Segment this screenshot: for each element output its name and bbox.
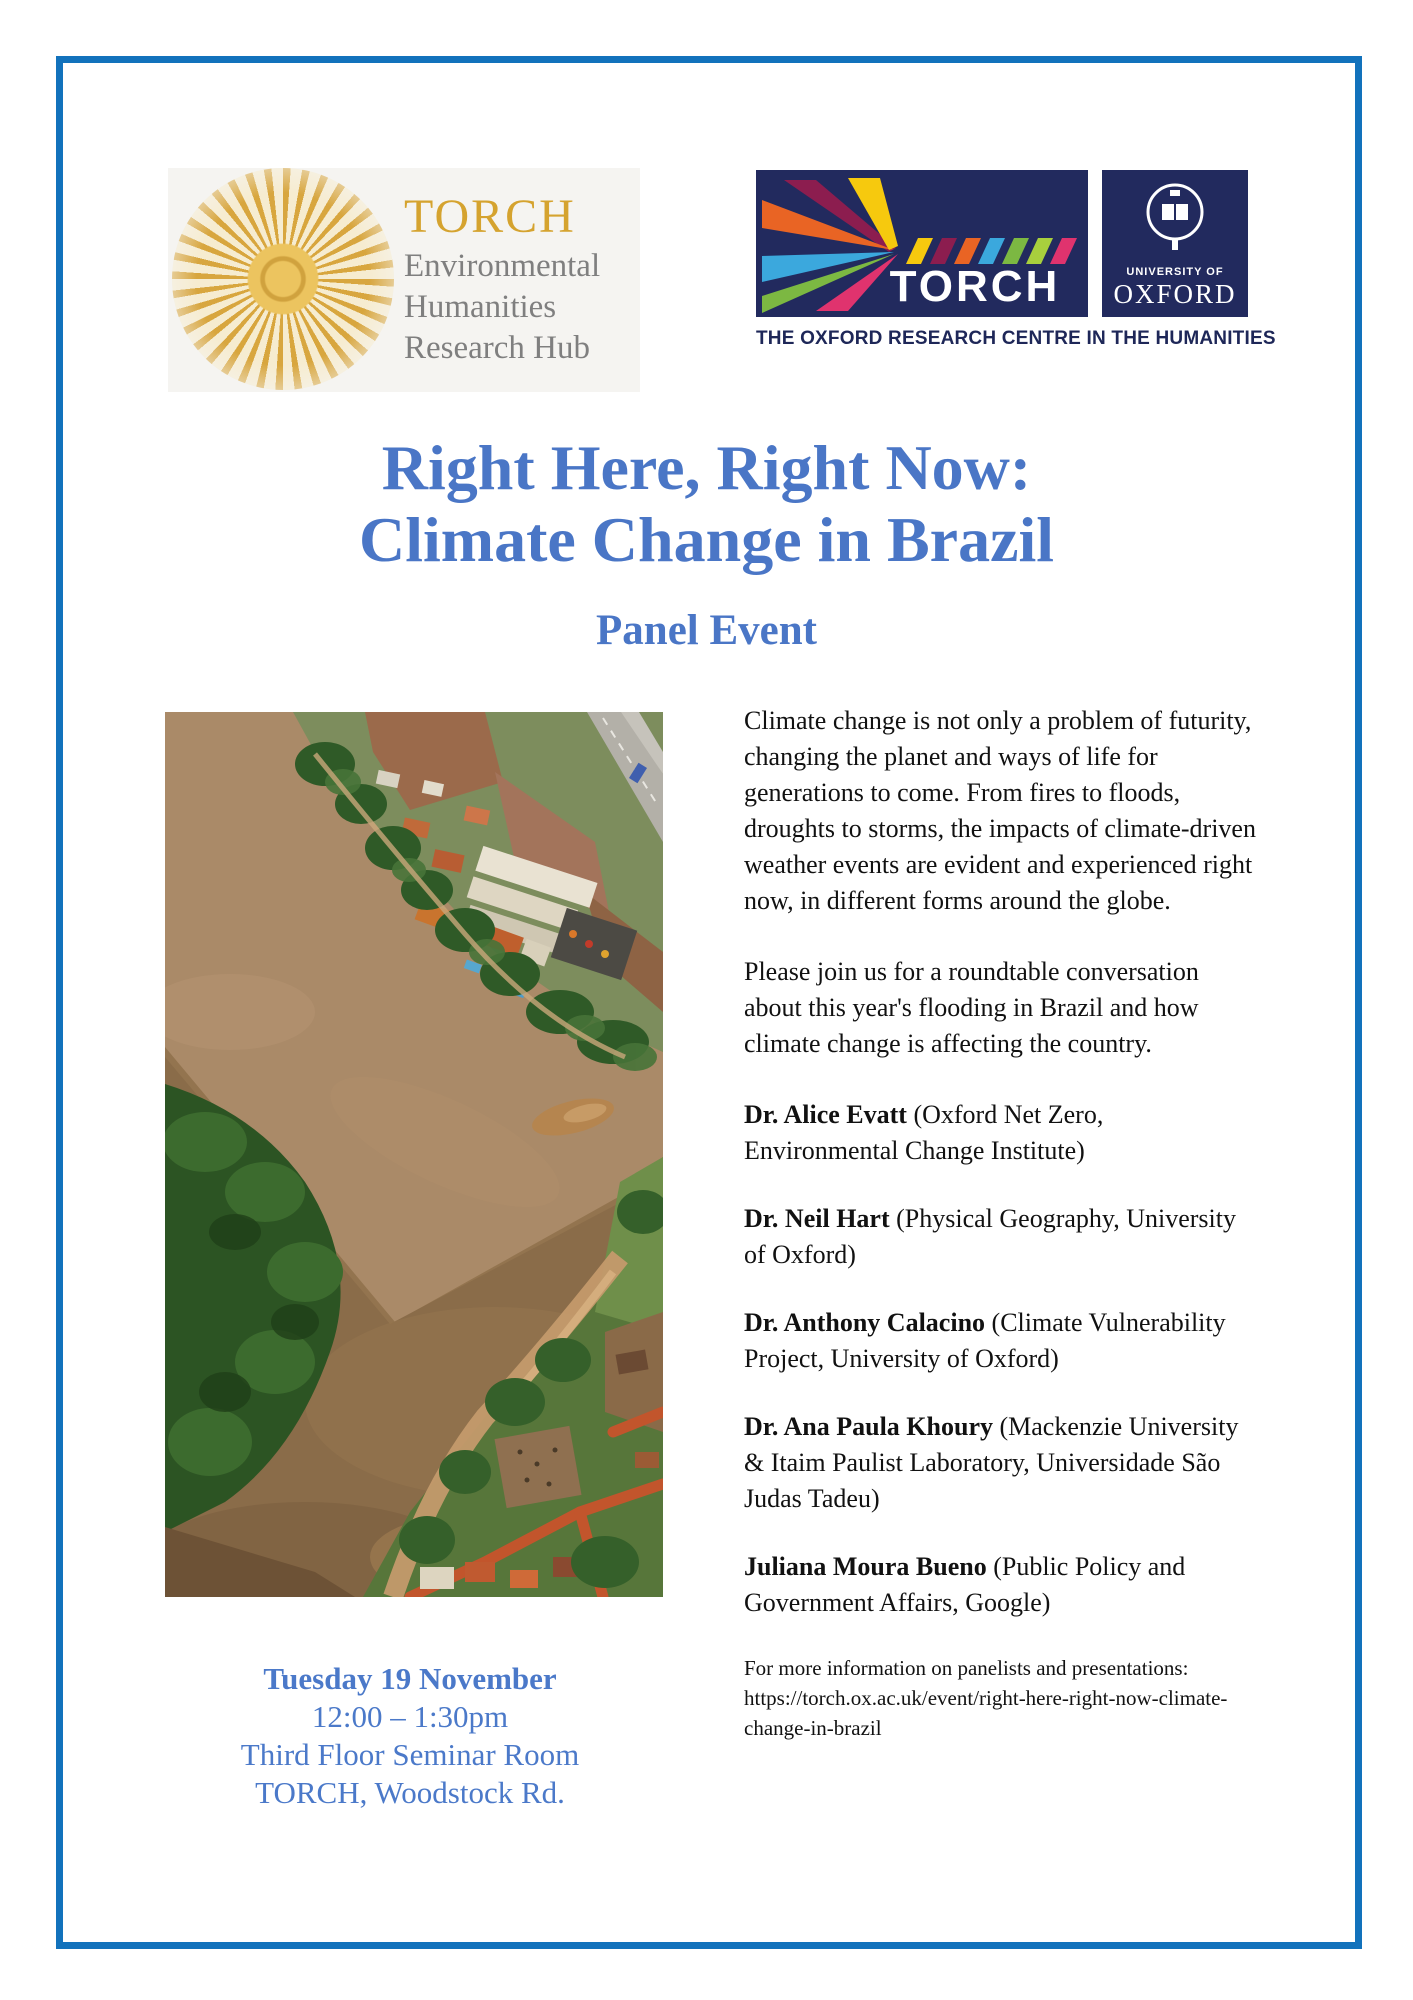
sunflower-icon [172, 168, 394, 390]
more-info-text: For more information on panelists and presentations: https://torch.ox.ac.uk/event/right-here-right-now-climate-change-in-brazil [744, 1656, 1228, 1740]
panelist-name: Dr. Anthony Calacino [744, 1308, 986, 1337]
panelist-khoury [744, 1409, 1258, 1517]
event-date: Tuesday 19 November [263, 1661, 557, 1696]
oxford-logo [1102, 170, 1248, 317]
panelist-name: Dr. Ana Paula Khoury [744, 1412, 993, 1441]
panelist-hart [744, 1201, 1258, 1273]
torch-tagline: THE OXFORD RESEARCH CENTRE IN THE HUMANITIES [756, 328, 1276, 349]
oxford-line1: UNIVERSITY OF [1126, 266, 1224, 278]
hub-logo-line3: Research Hub [404, 330, 591, 366]
panelist-affiliation: (Mackenzie University & Itaim Paulist Laboratory, Universidade São Judas Tadeu) [744, 1412, 1239, 1513]
logo-row [756, 170, 1256, 317]
panelist-calacino [744, 1305, 1258, 1377]
intro-paragraph-1: Climate change is not only a problem of futurity, changing the planet and ways of life for generations to come. From fires to floods, droughts to storms, the impacts of climate-driven weather events are evident and experienced right now, in different forms around the globe. [744, 706, 1256, 915]
event-location-line1: Third Floor Seminar Room [240, 1737, 580, 1772]
poster-title [0, 432, 1413, 576]
hub-logo-title: TORCH [404, 190, 576, 243]
panelist-bueno [744, 1549, 1258, 1621]
hub-logo-text [404, 188, 600, 369]
panelist-affiliation: (Oxford Net Zero, Environmental Change Institute) [744, 1100, 1104, 1165]
poster-subtitle: Panel Event [596, 607, 817, 654]
river-aerial-illustration [165, 712, 663, 1597]
river-aerial-photo [165, 712, 663, 1597]
event-location-line2: TORCH, Woodstock Rd. [255, 1775, 565, 1810]
hub-logo-line1: Environmental [404, 248, 601, 284]
poster-title-line2: Climate Change in Brazil [358, 504, 1055, 575]
hub-logo-line2: Humanities [404, 289, 557, 325]
panelist-evatt [744, 1097, 1258, 1169]
intro-paragraph-2: Please join us for a roundtable conversation about this year's flooding in Brazil and how climate change is affecting the country. [744, 957, 1199, 1058]
body-column [744, 703, 1258, 1778]
hub-logo [168, 168, 640, 392]
panelist-name: Dr. Alice Evatt [744, 1100, 907, 1129]
panelist-affiliation: (Climate Vulnerability Project, University of Oxford) [744, 1308, 1226, 1373]
panelist-affiliation: (Physical Geography, University of Oxford) [744, 1204, 1236, 1269]
torch-oxford-logo [756, 170, 1276, 350]
panelist-affiliation: (Public Policy and Government Affairs, Google) [744, 1552, 1186, 1617]
poster-title-line1: Right Here, Right Now: [381, 432, 1032, 503]
torch-wordmark: TORCH [889, 262, 1061, 311]
torch-arrow-logo [756, 170, 1088, 317]
event-time: 12:00 – 1:30pm [311, 1699, 509, 1734]
oxford-line2: OXFORD [1113, 279, 1237, 309]
event-details [150, 1660, 670, 1812]
panelist-name: Juliana Moura Bueno [744, 1552, 987, 1581]
panelist-name: Dr. Neil Hart [744, 1204, 890, 1233]
